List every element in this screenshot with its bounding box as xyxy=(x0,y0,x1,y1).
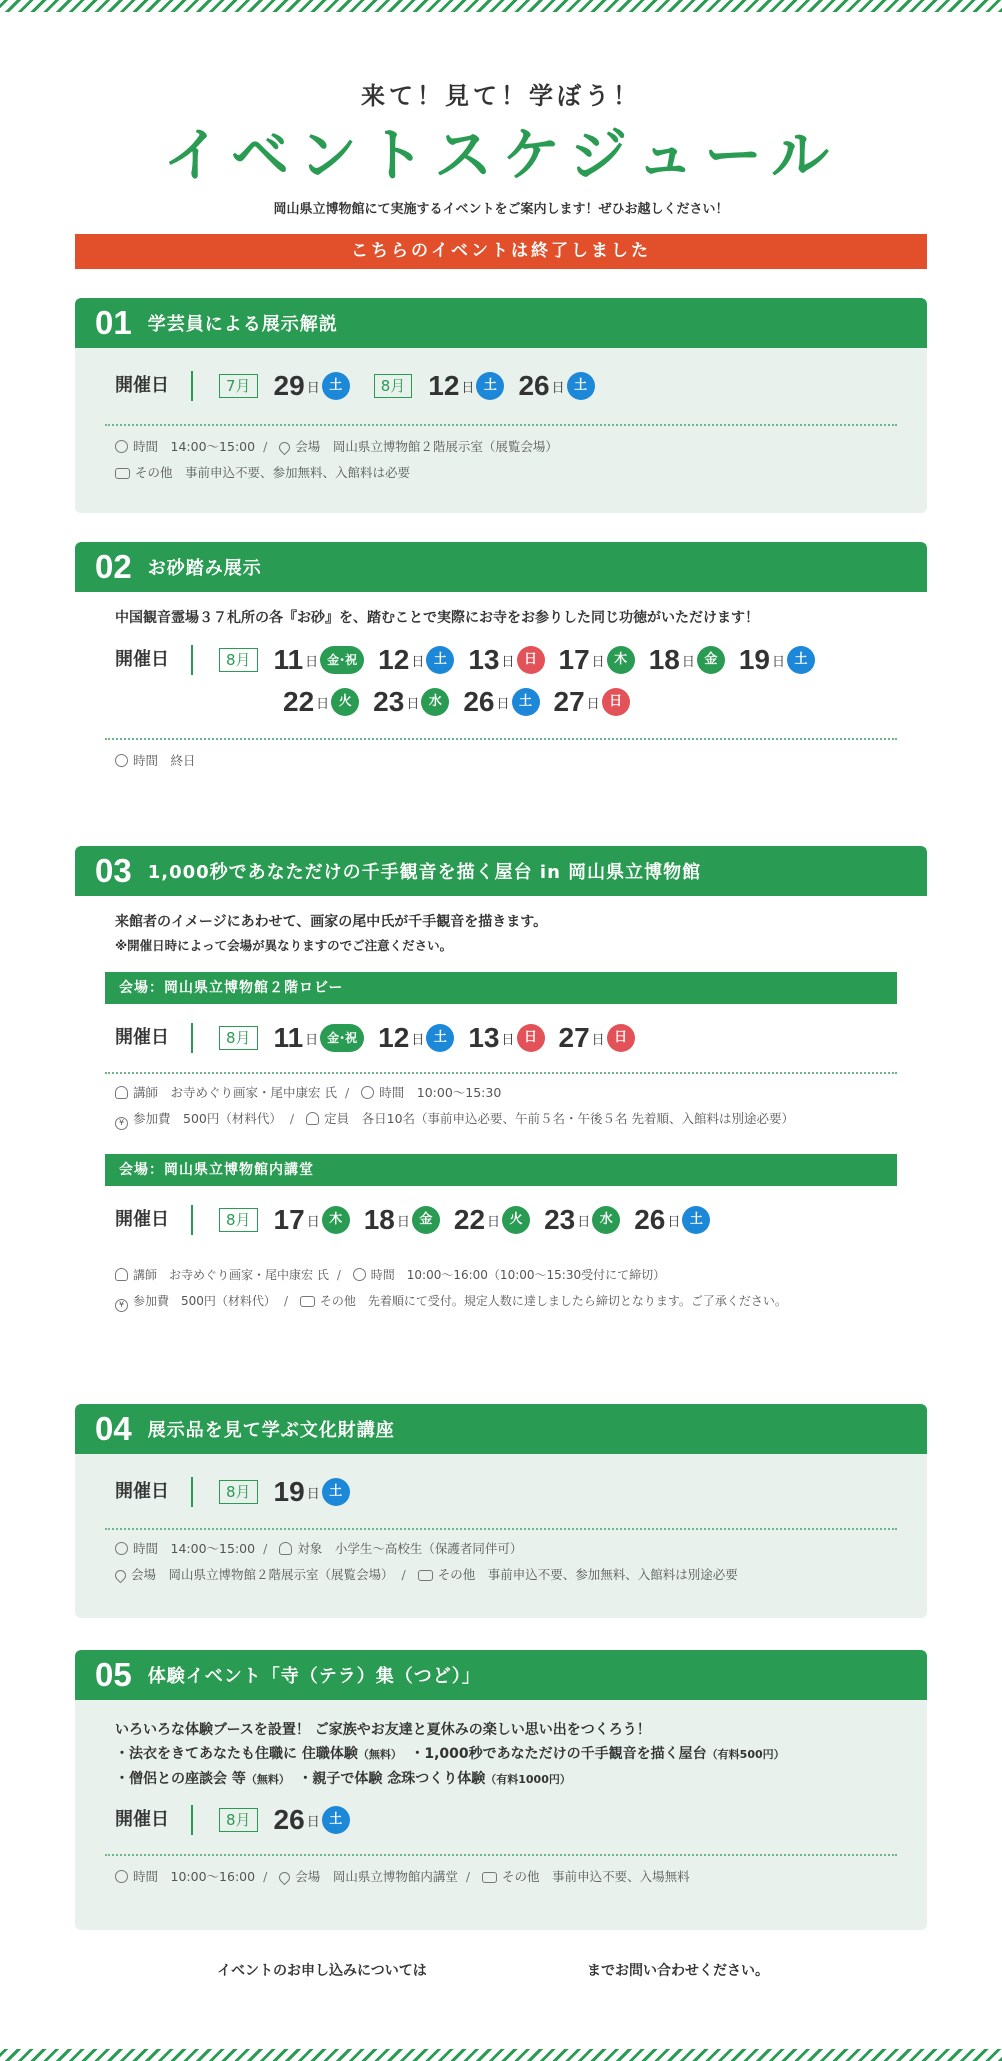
event-title: 学芸員による展示解説 xyxy=(147,314,338,335)
day-suffix: 日 xyxy=(411,655,425,670)
info-label: 講師 xyxy=(133,1268,158,1282)
date-label: 開催日 xyxy=(115,371,193,401)
info-label: 対象 xyxy=(297,1541,323,1556)
info-label: 時間 xyxy=(379,1085,405,1100)
day-number: 11 xyxy=(273,1022,304,1053)
weekday-badge: 土 xyxy=(567,372,595,400)
day-number: 12 xyxy=(378,644,410,675)
month-badge: 8月 xyxy=(219,1026,258,1050)
event-lead: 中国観音霊場３７札所の各『お砂』を、踏むことで実際にお寺をお参りした同じ功徳がいただけます！ xyxy=(115,610,759,626)
venue-bar-lobby: 会場：岡山県立博物館２階ロビー xyxy=(105,972,897,1004)
event-lead: 来館者のイメージにあわせて、画家の尾中氏が千手観音を描きます。 xyxy=(115,914,548,930)
weekday-badge: 土 xyxy=(512,688,540,716)
info-label: 会場 xyxy=(131,1567,157,1582)
event-lead-line3 xyxy=(115,1767,887,1792)
info-value: 事前申込不要、参加無料、入館料は必要 xyxy=(185,465,411,480)
info-label: 時間 xyxy=(133,1869,159,1884)
event-info: 時間 14:00〜15:00 / 会場 岡山県立博物館２階展示室（展覧会場） その他 事前申込不要、参加無料、入館料は必要 xyxy=(115,434,887,486)
ended-banner: こちらのイベントは終了しました xyxy=(75,234,927,269)
event-number: 03 xyxy=(95,852,132,889)
info-value: 14:00〜15:00 xyxy=(170,1541,256,1556)
info-value: 10:00〜16:00 xyxy=(170,1869,256,1884)
day-suffix: 日 xyxy=(305,655,319,670)
event-card-05 xyxy=(75,1650,927,1930)
weekday-badge: 土 xyxy=(322,1478,350,1506)
event-header xyxy=(75,1404,927,1454)
info-label: 参加費 xyxy=(133,1111,171,1126)
info-label: その他 xyxy=(437,1567,476,1582)
event-title: 1,000秒であなただけの千手観音を描く屋台 in 岡山県立博物館 xyxy=(147,862,702,883)
day-suffix: 日 xyxy=(487,1215,501,1230)
weekday-badge: 土 xyxy=(476,372,504,400)
event-number: 02 xyxy=(95,548,132,585)
bubble-icon xyxy=(300,1296,315,1307)
lead-note: （有料1000円） xyxy=(485,1773,571,1786)
event-number: 05 xyxy=(95,1656,132,1693)
lead-note: （無料） xyxy=(245,1773,285,1786)
day-suffix: 日 xyxy=(591,1033,605,1048)
date-row xyxy=(115,1204,887,1236)
pin-icon xyxy=(277,1870,293,1886)
weekday-badge: 木 xyxy=(322,1206,350,1234)
info-value: 小学生〜高校生（保護者同伴可） xyxy=(334,1541,523,1556)
day-number: 22 xyxy=(453,1204,486,1235)
day-number: 19 xyxy=(273,1476,305,1507)
info-value: 岡山県立博物館２階展示室（展覧会場） xyxy=(168,1567,394,1582)
info-value: 事前申込不要、入場無料 xyxy=(552,1869,690,1884)
event-info: 講師 お寺めぐり画家・尾中康宏 氏 / 時間 10:00〜15:30 ¥ 参加費 500円（材料代） / 定員 各日10名（事前申込必要、午前５名・午後５名 先着順、入館料は別途必要） xyxy=(115,1080,887,1132)
clock-icon xyxy=(115,440,128,453)
person-icon xyxy=(115,1086,128,1099)
day-suffix: 日 xyxy=(681,655,695,670)
weekday-badge: 土 xyxy=(322,372,350,400)
day-number: 26 xyxy=(634,1204,666,1235)
intro-text: 岡山県立博物館にて実施するイベントをご案内します！ぜひお越しください！ xyxy=(273,202,729,217)
weekday-badge: 火 xyxy=(502,1206,530,1234)
date-row-2 xyxy=(115,686,887,718)
lead-text: ・法衣をきてあなたも住職に 住職体験 xyxy=(115,1746,358,1762)
date-row xyxy=(115,370,887,402)
person-icon xyxy=(115,1268,128,1281)
bubble-icon xyxy=(115,468,130,479)
date-label: 開催日 xyxy=(115,1477,193,1507)
day-suffix: 日 xyxy=(577,1215,591,1230)
info-value: 10:00〜16:00（10:00〜15:30受付にて締切） xyxy=(406,1268,666,1282)
weekday-badge: 日 xyxy=(602,688,630,716)
event-info: 時間 10:00〜16:00 / 会場 岡山県立博物館内講堂 / その他 事前申込不要、入場無料 xyxy=(115,1864,887,1890)
event-card-02 xyxy=(75,542,927,792)
date-row xyxy=(115,644,887,676)
day-suffix: 日 xyxy=(305,1033,319,1048)
day-number: 13 xyxy=(468,644,500,675)
event-header xyxy=(75,298,927,348)
footer-right: までお問い合わせください。 xyxy=(587,1963,769,1979)
day-suffix: 日 xyxy=(461,381,475,396)
clock-icon xyxy=(361,1086,374,1099)
info-label: 参加費 xyxy=(133,1294,170,1308)
event-number: 01 xyxy=(95,304,132,341)
lead-text: ・親子で体験 念珠つくり体験 xyxy=(284,1771,486,1787)
weekday-badge: 金･祝 xyxy=(320,646,364,674)
event-title: 展示品を見て学ぶ文化財講座 xyxy=(147,1420,395,1441)
day-suffix: 日 xyxy=(496,697,510,712)
info-value: 各日10名（事前申込必要、午前５名・午後５名 先着順、入館料は別途必要） xyxy=(361,1111,795,1126)
info-label: その他 xyxy=(319,1294,356,1308)
event-header xyxy=(75,846,927,896)
lead-text: ・1,000秒であなただけの千手観音を描く屋台 xyxy=(396,1746,707,1762)
yen-icon: ¥ xyxy=(115,1117,128,1130)
event-notice: ※開催日時によって会場が異なりますのでご注意ください。 xyxy=(115,938,453,953)
info-value: 先着順にて受付。規定人数に達しましたら締切となります。ご了承ください。 xyxy=(367,1294,787,1308)
event-info xyxy=(115,748,887,774)
info-label: 会場 xyxy=(295,1869,321,1884)
event-number: 04 xyxy=(95,1410,132,1447)
day-number: 17 xyxy=(558,644,590,675)
info-label: 時間 xyxy=(133,439,159,454)
clock-icon xyxy=(115,1870,128,1883)
clock-icon xyxy=(353,1268,366,1281)
info-label: 時間 xyxy=(370,1268,395,1282)
info-value: お寺めぐり画家・尾中康宏 氏 xyxy=(169,1268,329,1282)
dotted-divider xyxy=(105,1528,897,1530)
day-suffix: 日 xyxy=(586,697,600,712)
weekday-badge: 金 xyxy=(697,646,725,674)
info-label: 定員 xyxy=(324,1111,350,1126)
bubble-icon xyxy=(418,1570,433,1581)
day-number: 19 xyxy=(738,644,771,675)
day-number: 26 xyxy=(273,1804,305,1835)
pin-icon xyxy=(113,1568,129,1584)
weekday-badge: 火 xyxy=(331,688,359,716)
weekday-badge: 金 xyxy=(412,1206,440,1234)
info-value: 岡山県立博物館２階展示室（展覧会場） xyxy=(332,439,558,454)
info-label: 時間 xyxy=(133,1541,159,1556)
month-badge: 8月 xyxy=(374,374,413,398)
day-suffix: 日 xyxy=(501,1033,515,1048)
weekday-badge: 土 xyxy=(787,646,815,674)
day-number: 23 xyxy=(544,1204,576,1235)
dotted-divider xyxy=(105,1854,897,1856)
clock-icon xyxy=(115,1542,128,1555)
day-suffix: 日 xyxy=(396,1215,410,1230)
day-number: 18 xyxy=(648,644,680,675)
day-number: 27 xyxy=(558,1022,590,1053)
weekday-badge: 日 xyxy=(607,1024,635,1052)
info-label: その他 xyxy=(135,465,173,480)
info-value: 終日 xyxy=(170,753,196,768)
day-suffix: 日 xyxy=(501,655,515,670)
info-label: 講師 xyxy=(133,1085,159,1100)
day-number: 17 xyxy=(273,1204,305,1235)
event-lead-line2 xyxy=(115,1742,887,1767)
day-number: 12 xyxy=(378,1022,410,1053)
info-value: 岡山県立博物館内講堂 xyxy=(332,1869,458,1884)
day-number: 29 xyxy=(273,370,305,401)
date-row xyxy=(115,1804,887,1836)
info-value: 500円（材料代） xyxy=(181,1294,276,1308)
info-value: お寺めぐり画家・尾中康宏 氏 xyxy=(170,1085,338,1100)
day-suffix: 日 xyxy=(306,381,320,396)
event-title: お砂踏み展示 xyxy=(147,558,262,579)
yen-icon: ¥ xyxy=(115,1299,128,1312)
bottom-stripe xyxy=(0,2049,1002,2061)
bubble-icon xyxy=(482,1872,497,1883)
day-number: 13 xyxy=(468,1022,500,1053)
pin-icon xyxy=(277,440,293,456)
month-badge: 8月 xyxy=(219,1808,258,1832)
info-label: 時間 xyxy=(133,753,159,768)
weekday-badge: 金･祝 xyxy=(320,1024,364,1052)
date-label: 開催日 xyxy=(115,645,193,675)
month-badge: 7月 xyxy=(219,374,258,398)
venue-bar-hall: 会場：岡山県立博物館内講堂 xyxy=(105,1154,897,1186)
day-suffix: 日 xyxy=(316,697,330,712)
event-header xyxy=(75,542,927,592)
date-label: 開催日 xyxy=(115,1023,193,1053)
lead-note: （有料500円） xyxy=(706,1748,785,1761)
month-badge: 8月 xyxy=(219,1480,258,1504)
day-suffix: 日 xyxy=(772,655,786,670)
weekday-badge: 木 xyxy=(607,646,635,674)
event-lead: いろいろな体験ブースを設置！ ご家族やお友達と夏休みの楽しい思い出をつくろう！ xyxy=(115,1722,651,1738)
day-number: 23 xyxy=(373,686,405,717)
day-number: 26 xyxy=(518,370,550,401)
lead-text: ・僧侶との座談会 等 xyxy=(115,1771,246,1787)
day-number: 26 xyxy=(463,686,495,717)
day-suffix: 日 xyxy=(411,1033,425,1048)
day-number: 22 xyxy=(283,686,315,717)
day-number: 11 xyxy=(273,644,304,675)
date-row xyxy=(115,1022,887,1054)
weekday-badge: 日 xyxy=(517,646,545,674)
day-suffix: 日 xyxy=(306,1487,320,1502)
day-number: 12 xyxy=(428,370,460,401)
date-row xyxy=(115,1476,887,1508)
event-info: 講師 お寺めぐり画家・尾中康宏 氏 / 時間 10:00〜16:00（10:00〜15:30受付にて締切） ¥ 参加費 500円（材料代） / その他 先着順にて受付。規定人数に達しましたら締切となります。ご了承ください。 xyxy=(115,1262,887,1314)
info-value: 事前申込不要、参加無料、入館料は別途必要 xyxy=(487,1567,738,1582)
dotted-divider xyxy=(105,738,897,740)
info-value: 10:00〜15:30 xyxy=(416,1085,502,1100)
event-header xyxy=(75,1650,927,1700)
page-subtitle: 来て！見て！学ぼう！ xyxy=(361,82,641,110)
weekday-badge: 水 xyxy=(592,1206,620,1234)
info-value: 14:00〜15:00 xyxy=(170,439,256,454)
day-suffix: 日 xyxy=(591,655,605,670)
month-badge: 8月 xyxy=(219,648,258,672)
page-title: イベントスケジュール xyxy=(163,121,839,189)
people-icon xyxy=(279,1542,292,1555)
weekday-badge: 水 xyxy=(421,688,449,716)
date-label: 開催日 xyxy=(115,1805,193,1835)
weekday-badge: 土 xyxy=(682,1206,710,1234)
dotted-divider xyxy=(105,424,897,426)
event-info: 時間 14:00〜15:00 / 対象 小学生〜高校生（保護者同伴可） 会場 岡山県立博物館２階展示室（展覧会場） / その他 事前申込不要、参加無料、入館料は別途必要 xyxy=(115,1536,887,1588)
date-label: 開催日 xyxy=(115,1205,193,1235)
weekday-badge: 土 xyxy=(322,1806,350,1834)
event-title: 体験イベント「寺（テラ）集（つど）」 xyxy=(147,1666,481,1687)
footer-left: イベントのお申し込みについては xyxy=(217,1963,427,1979)
event-card-03 xyxy=(75,846,927,1356)
dotted-divider xyxy=(105,1072,897,1074)
weekday-badge: 土 xyxy=(426,646,454,674)
month-badge: 8月 xyxy=(219,1208,258,1232)
clock-icon xyxy=(115,754,128,767)
event-card-01 xyxy=(75,298,927,513)
day-suffix: 日 xyxy=(306,1215,320,1230)
info-label: その他 xyxy=(502,1869,540,1884)
weekday-badge: 土 xyxy=(426,1024,454,1052)
day-number: 27 xyxy=(553,686,585,717)
event-card-04 xyxy=(75,1404,927,1618)
day-suffix: 日 xyxy=(306,1815,320,1830)
day-number: 18 xyxy=(363,1204,395,1235)
weekday-badge: 日 xyxy=(517,1024,545,1052)
lead-note: （無料） xyxy=(357,1748,397,1761)
day-suffix: 日 xyxy=(406,697,420,712)
day-suffix: 日 xyxy=(551,381,565,396)
top-stripe xyxy=(0,0,1002,12)
info-label: 会場 xyxy=(295,439,321,454)
people-icon xyxy=(306,1112,319,1125)
day-suffix: 日 xyxy=(667,1215,681,1230)
info-value: 500円（材料代） xyxy=(183,1111,282,1126)
